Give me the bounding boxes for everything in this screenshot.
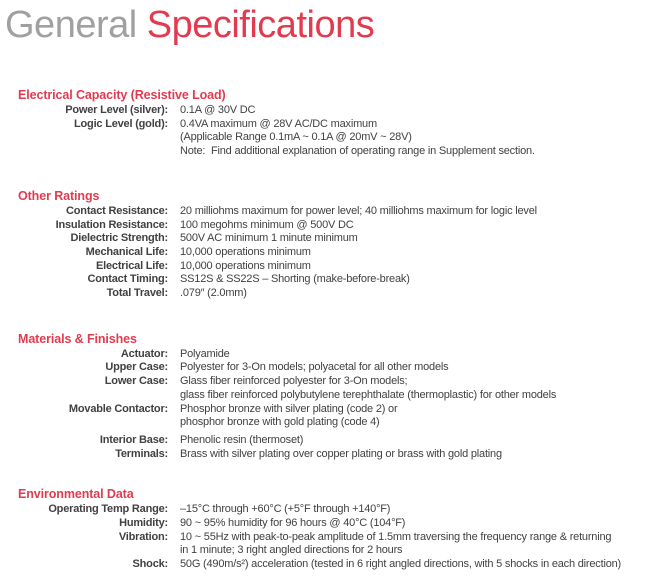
spec-label: Humidity: bbox=[119, 517, 168, 530]
spec-label: Contact Timing: bbox=[87, 273, 168, 286]
spec-value bbox=[180, 118, 535, 159]
spec-row bbox=[0, 348, 647, 362]
spec-value bbox=[180, 434, 303, 448]
spec-label: Power Level (silver): bbox=[65, 104, 168, 116]
spec-value bbox=[180, 375, 556, 402]
spec-value-line: Note: Find additional explanation of operating range in Supplement section. bbox=[180, 145, 535, 158]
spec-row bbox=[0, 287, 647, 301]
spec-value bbox=[180, 273, 410, 287]
spec-label: Lower Case: bbox=[104, 375, 168, 388]
spec-value-line: Brass with silver plating over copper plating or brass with gold plating bbox=[180, 447, 502, 460]
spec-row bbox=[0, 403, 647, 430]
spec-label: Total Travel: bbox=[106, 287, 168, 300]
spec-value-line: Polyester for 3-On models; polyacetal for all other models bbox=[180, 361, 449, 374]
spec-row bbox=[0, 260, 647, 274]
spec-value-line: 100 megohms minimum @ 500V DC bbox=[180, 218, 354, 231]
spec-value bbox=[180, 448, 502, 462]
section-rows bbox=[0, 503, 647, 572]
spec-value bbox=[180, 361, 448, 375]
spec-value-line: 10,000 operations minimum bbox=[180, 245, 311, 258]
spec-value-line: SS12S & SS22S – Shorting (make-before-break) bbox=[180, 273, 410, 286]
spec-section bbox=[0, 332, 647, 462]
spec-label: Vibration: bbox=[118, 530, 168, 543]
spec-label: Actuator: bbox=[120, 347, 168, 360]
spec-row bbox=[0, 205, 647, 219]
spec-row bbox=[0, 219, 647, 233]
spec-value-line: –15°C through +60°C (+5°F through +140°F) bbox=[180, 503, 391, 516]
spec-row bbox=[0, 375, 647, 402]
spec-value-line: Glass fiber reinforced polyester for 3-On models; bbox=[180, 375, 408, 388]
spec-value bbox=[180, 503, 390, 517]
spec-row bbox=[0, 517, 647, 531]
spec-row bbox=[0, 503, 647, 517]
spec-label: Logic Level (gold): bbox=[74, 117, 168, 130]
page-title bbox=[0, 0, 647, 48]
spec-value bbox=[180, 205, 537, 219]
spec-row bbox=[0, 246, 647, 260]
spec-value bbox=[180, 219, 354, 233]
spec-value bbox=[180, 348, 230, 362]
spec-value bbox=[180, 403, 397, 430]
spec-value-line: 10,000 operations minimum bbox=[180, 259, 311, 272]
spec-value-line: Phenolic resin (thermoset) bbox=[180, 433, 304, 446]
section-rows bbox=[0, 205, 647, 301]
spec-row bbox=[0, 448, 647, 462]
spec-label: Insulation Resistance: bbox=[55, 218, 168, 231]
spec-value-line: 90 ~ 95% humidity for 96 hours @ 40°C (104°F) bbox=[180, 517, 406, 530]
section-heading: Materials & Finishes bbox=[18, 331, 137, 346]
spec-label: Shock: bbox=[132, 558, 168, 571]
spec-value-line: 50G (490m/s²) acceleration (tested in 6 right angled directions, with 5 shocks in each direction) bbox=[180, 558, 621, 571]
spec-value-line: 500V AC minimum 1 minute minimum bbox=[180, 232, 358, 245]
spec-section bbox=[0, 487, 647, 572]
page-title-general: General bbox=[5, 4, 147, 46]
spec-label: Operating Temp Range: bbox=[48, 503, 168, 516]
spec-value-line: Phosphor bronze with silver plating (code 2) or bbox=[180, 402, 398, 415]
spec-row bbox=[0, 531, 647, 558]
spec-section bbox=[0, 189, 647, 301]
spec-value bbox=[180, 558, 621, 572]
spec-row bbox=[0, 118, 647, 159]
section-heading: Electrical Capacity (Resistive Load) bbox=[18, 88, 226, 102]
spec-sections bbox=[0, 88, 647, 572]
spec-label: Contact Resistance: bbox=[66, 204, 168, 217]
spec-row bbox=[0, 558, 647, 572]
spec-value bbox=[180, 232, 358, 246]
spec-row bbox=[0, 232, 647, 246]
spec-row bbox=[0, 361, 647, 375]
spec-value-line: 0.1A @ 30V DC bbox=[180, 104, 256, 116]
spec-value-line: (Applicable Range 0.1mA ~ 0.1A @ 20mV ~ 28V) bbox=[180, 131, 412, 144]
spec-value-line: .079″ (2.0mm) bbox=[180, 287, 247, 300]
spec-value-line: Polyamide bbox=[180, 347, 230, 360]
spec-value-line: in 1 minute; 3 right angled directions for 2 hours bbox=[180, 544, 403, 557]
spec-label: Interior Base: bbox=[99, 433, 168, 446]
spec-label: Upper Case: bbox=[105, 361, 168, 374]
spec-value-line: glass fiber reinforced polybutylene terephthalate (thermoplastic) for other models bbox=[180, 388, 557, 401]
spec-value bbox=[180, 517, 405, 531]
spec-section bbox=[0, 88, 647, 159]
spec-value bbox=[180, 246, 311, 260]
spec-value-line: 0.4VA maximum @ 28V AC/DC maximum bbox=[180, 117, 377, 130]
spec-row bbox=[0, 273, 647, 287]
spec-value bbox=[180, 104, 255, 118]
spec-value-line: 10 ~ 55Hz with peak-to-peak amplitude of 1.5mm traversing the frequency range & returning bbox=[180, 530, 612, 543]
spec-label: Movable Contactor: bbox=[68, 402, 168, 415]
spec-row bbox=[0, 434, 647, 448]
section-rows bbox=[0, 348, 647, 462]
page-title-specifications: Specifications bbox=[146, 4, 375, 46]
spec-value-line: 20 milliohms maximum for power level; 40 milliohms maximum for logic level bbox=[180, 204, 537, 217]
spec-label: Electrical Life: bbox=[96, 259, 168, 272]
spec-value bbox=[180, 260, 311, 274]
spec-row bbox=[0, 104, 647, 118]
section-rows bbox=[0, 104, 647, 159]
spec-value-line: phosphor bronze with gold plating (code 4) bbox=[180, 416, 380, 429]
section-heading: Other Ratings bbox=[18, 188, 100, 203]
spec-label: Mechanical Life: bbox=[85, 245, 168, 258]
spec-label: Terminals: bbox=[115, 447, 168, 460]
spec-value bbox=[180, 531, 611, 558]
spec-label: Dielectric Strength: bbox=[70, 232, 168, 245]
spec-value bbox=[180, 287, 247, 301]
section-heading: Environmental Data bbox=[18, 487, 134, 502]
